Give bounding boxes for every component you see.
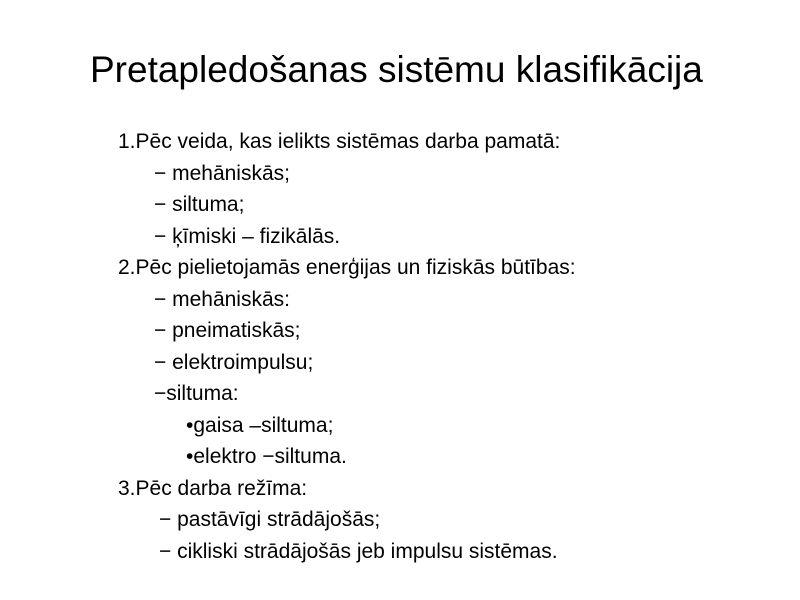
list-item: − pneimatiskās; <box>154 319 301 342</box>
list-item: − elektroimpulsu; <box>154 350 314 374</box>
classification-list <box>118 126 778 567</box>
list-item-heading-2: 2.Pēc pielietojamās enerģijas un fiziskās būtības: <box>118 256 576 279</box>
list-item: − pastāvīgi strādājošās; <box>159 508 381 531</box>
slide-title: Pretapledošanas sistēmu klasifikācija <box>90 49 703 90</box>
list-item: − siltuma; <box>154 193 245 216</box>
list-subitem: •gaisa –siltuma; <box>186 413 334 437</box>
list-subitem: •elektro −siltuma. <box>186 445 347 468</box>
list-item: − cikliski strādājošās jeb impulsu sistēmas. <box>159 539 558 563</box>
list-item: − mehāniskās: <box>154 287 290 311</box>
list-item-heading-1: 1.Pēc veida, kas ielikts sistēmas darba pamatā: <box>118 130 561 153</box>
list-item: − ķīmiski – fizikālās. <box>154 224 341 248</box>
list-item: −siltuma: <box>154 382 239 405</box>
list-item: − mehāniskās; <box>154 161 290 185</box>
list-item-heading-3: 3.Pēc darba režīma: <box>118 476 308 500</box>
